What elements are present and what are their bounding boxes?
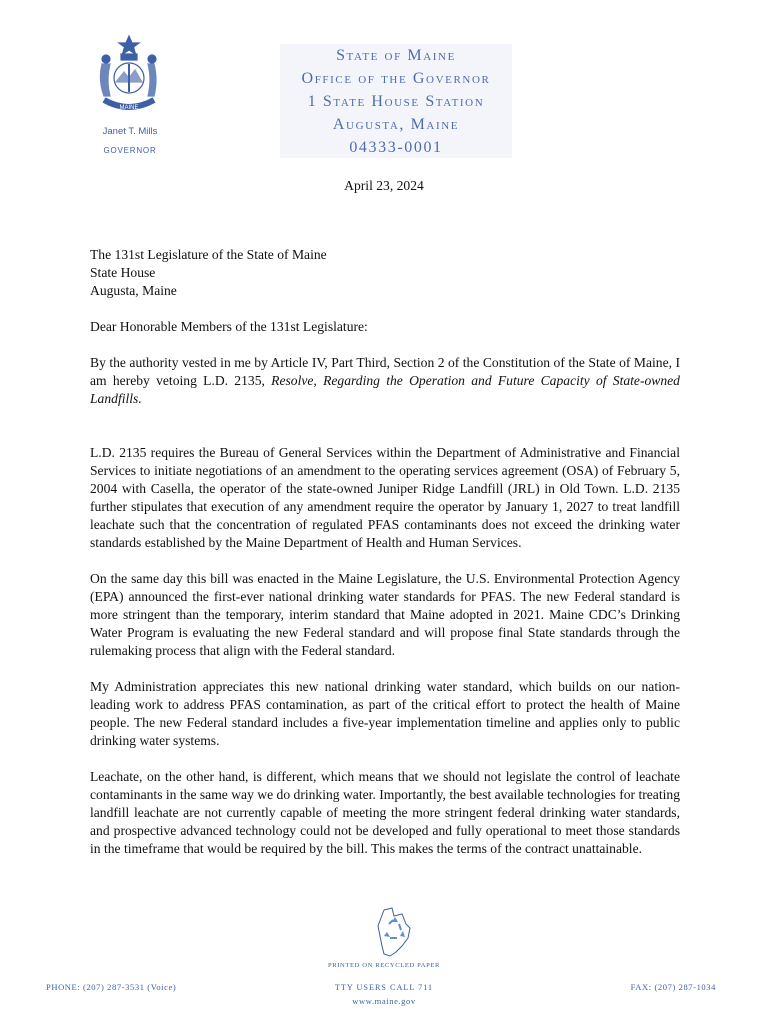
- letterhead-line: Augusta, Maine: [332, 116, 460, 133]
- bill-title: Resolve, Regarding the Operation and Future Capacity of State-owned Landfills.: [90, 373, 680, 406]
- footer-phone: PHONE: (207) 287-3531 (Voice): [46, 982, 177, 992]
- letterhead-address: [280, 44, 512, 158]
- recipient-line: The 131st Legislature of the State of Maine: [90, 247, 327, 262]
- governor-title: GOVERNOR: [103, 146, 157, 155]
- recipient-line: State House: [90, 265, 156, 280]
- footer-fax: FAX: (207) 287-1034: [630, 982, 716, 992]
- letterhead-line: Office of the Governor: [301, 70, 491, 87]
- letter-body: [90, 246, 680, 876]
- footer-website[interactable]: www.maine.gov: [352, 996, 416, 1006]
- letterhead-line: 04333-0001: [349, 139, 443, 156]
- letter-date: April 23, 2024: [344, 178, 424, 193]
- recipient-line: Augusta, Maine: [90, 283, 177, 298]
- body-paragraph: Leachate, on the other hand, is different, which means that we should not legislate the control of leachate contaminants in the same way we do drinking water. Importantly, the best available technologies for treating landfill leachate are not currently capable of meeting the more stringent federal drinking water standards, and prospective advanced technology could not be developed and fully operational to meet those standards in the timeframe that would be required by the bill. This makes the terms of the contract unattainable.: [90, 769, 680, 856]
- svg-text:MAINE: MAINE: [119, 105, 139, 111]
- salutation: Dear Honorable Members of the 131st Legislature:: [90, 319, 368, 334]
- footer-tty: TTY USERS CALL 711: [334, 983, 434, 992]
- recycle-maine-map-icon: [372, 906, 418, 958]
- letterhead-line: 1 State House Station: [307, 93, 485, 110]
- recipient-address: [90, 246, 680, 300]
- governor-name: Janet T. Mills: [102, 126, 158, 137]
- veto-paragraph: [90, 354, 680, 408]
- body-paragraph: On the same day this bill was enacted in the Maine Legislature, the U.S. Environmental Protection Agency (EPA) announced the first-ever national drinking water standards for PFAS. The new Federal standard is more stringent than the temporary, interim standard that Maine adopted in 2021. Maine CDC’s Drinking Water Program is evaluating the new Federal standard and will propose final State standards through the rulemaking process that align with the Federal standard.: [90, 571, 680, 658]
- state-seal-logo: [94, 34, 164, 120]
- veto-text: By the authority vested in me by Article IV, Part Third, Section 2 of the Constitution of the State of Maine, I am hereby vetoing L.D. 2135,: [90, 355, 680, 388]
- body-paragraph: L.D. 2135 requires the Bureau of General Services within the Department of Administrative and Financial Services to initiate negotiations of an amendment to the operating services agreement (OSA) of February 5, 2004 with Casella, the operator of the state-owned Juniper Ridge Landfill (JRL) in Old Town. L.D. 2135 further stipulates that execution of any amendment require the operator by January 1, 2027 to treat landfill leachate such that the concentration of regulated PFAS contaminants does not exceed the drinking water standards established by the Maine Department of Health and Human Services.: [90, 445, 680, 550]
- printed-on-recycled-paper: PRINTED ON RECYCLED PAPER: [327, 962, 441, 969]
- body-paragraph: My Administration appreciates this new national drinking water standard, which builds on our nation-leading work to address PFAS contamination, as part of the critical effort to protect the health of Maine people. The new Federal standard includes a five-year implementation timeline and applies only to public drinking water systems.: [90, 679, 680, 748]
- letterhead-line: State of Maine: [336, 47, 456, 64]
